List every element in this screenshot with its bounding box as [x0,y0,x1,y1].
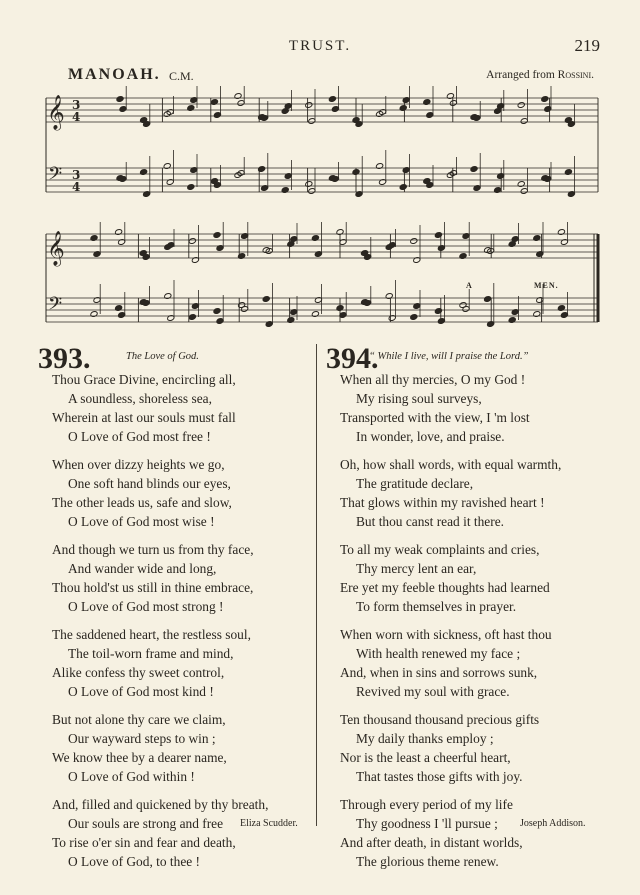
verse-line: One soft hand blinds our eyes, [68,476,231,491]
stanza [52,540,268,616]
verse-line: But not alone thy care we claim, [52,712,226,727]
treble-note [410,238,418,245]
verse-line: Ere yet my feeble thoughts had learned [340,580,550,595]
hymn-number: 394. [326,342,379,375]
verse-line: And, filled and quickened by thy breath, [52,797,269,812]
column-divider [316,344,317,826]
treble-clef-icon: 𝄞 [47,231,65,266]
stanza [340,625,561,701]
verse-line: Our souls are strong and free [68,816,224,831]
bass-note [399,184,407,191]
verse-line: Thy goodness I 'll pursue ; [356,816,498,831]
treble-note [305,102,313,109]
verse-line: That glows within my ravished heart ! [340,495,545,510]
tune-name: MANOAH. [68,66,161,83]
treble-note [188,238,196,245]
verse-line: When all thy mercies, O my God ! [340,372,526,387]
time-signature-bottom: 4 [72,180,81,194]
verse-line: When over dizzy heights we go, [52,457,225,472]
verse-line: We know thee by a dearer name, [52,750,227,765]
verse-line: O Love of God most strong ! [68,599,224,614]
verse-line: O Love of God most wise ! [68,514,215,529]
amen-syllable-men: MEN. [534,281,559,290]
verse-line: When worn with sickness, oft hast thou [340,627,552,642]
bass-clef-icon: 𝄢 [48,164,63,189]
hymn-author: Joseph Addison. [520,818,586,829]
verse-line: Thou Grace Divine, encircling all, [52,372,236,387]
treble-note [116,96,124,103]
bass-note [262,296,270,303]
music-system-1 [0,86,640,216]
treble-note [213,232,221,239]
verse-line: And after death, in distant worlds, [340,835,523,850]
verse-line: To rise o'er sin and fear and death, [52,835,236,850]
verse-line: Oh, how shall words, with equal warmth, [340,457,562,472]
verse-line: Transported with the view, I 'm lost [340,410,530,425]
verse-line: The toil-worn frame and mind, [68,646,234,661]
bass-note [410,314,418,321]
treble-note [541,96,549,103]
page-number: 219 [574,36,600,55]
tune-arranger [486,69,594,81]
time-signature-top: 3 [72,168,81,182]
arranger-prefix: Arranged from [486,69,555,81]
verse-line: Thy mercy lent an ear, [356,561,477,576]
bass-note [213,308,221,315]
verse-line: And though we turn us from thy face, [52,542,254,557]
treble-note [328,96,336,103]
arranger-name: Rossini. [557,69,594,81]
bass-note [484,296,492,303]
verse-line: And, when in sins and sorrows sunk, [340,665,538,680]
bass-note [187,184,195,191]
tune-meter: C.M. [169,69,194,83]
verse-line: But thou canst read it there. [356,514,504,529]
verse-line: In wonder, love, and praise. [356,429,505,444]
stanza [340,370,561,446]
verse-line: Alike confess thy sweet control, [52,665,225,680]
verse-line: The gratitude declare, [356,476,474,491]
stanza [52,625,268,701]
verse-line: The glorious theme renew. [356,854,499,869]
stanza [340,795,561,871]
verse-line: With health renewed my face ; [356,646,521,661]
verse-line: Our wayward steps to win ; [68,731,216,746]
verse-line: To form themselves in prayer. [356,599,517,614]
bass-note [188,314,196,321]
verse-line: To all my weak complaints and cries, [340,542,540,557]
verse-line: That tastes those gifts with joy. [356,769,523,784]
hymn-title: The Love of God. [126,351,199,362]
stanza [340,455,561,531]
time-signature-bottom: 4 [72,110,81,124]
verse-line: O Love of God most kind ! [68,684,214,699]
verse-line: Nor is the least a cheerful heart, [340,750,511,765]
amen-syllable-a: A [466,281,473,290]
hymn-stanzas [340,370,561,880]
page-section-title: TRUST. [288,38,352,54]
bass-note [470,166,478,173]
treble-note [517,102,525,109]
hymn-stanzas [52,370,268,880]
verse-line: Thou hold'st us still in thine embrace, [52,580,254,595]
treble-clef-icon: 𝄞 [47,95,65,130]
verse-line: Ten thousand thousand precious gifts [340,712,540,727]
stanza [340,710,561,786]
verse-line: My rising soul surveys, [356,391,482,406]
verse-line: A soundless, shoreless sea, [68,391,212,406]
stanza [52,370,268,446]
stanza [340,540,561,616]
verse-line: O Love of God within ! [68,769,195,784]
stanza [52,710,268,786]
verse-line: The other leads us, safe and slow, [52,495,232,510]
stanza [52,455,268,531]
bass-clef-icon: 𝄢 [48,294,63,319]
verse-line: O Love of God most free ! [68,429,211,444]
time-signature-top: 3 [72,98,81,112]
verse-line: Revived my soul with grace. [356,684,510,699]
verse-line: The saddened heart, the restless soul, [52,627,251,642]
verse-line: And wander wide and long, [68,561,217,576]
hymn-title: “ While I live, will I praise the Lord.” [369,351,529,362]
verse-line: My daily thanks employ ; [356,731,494,746]
hymn-number: 393. [38,342,91,375]
verse-line: O Love of God, to thee ! [68,854,201,869]
hymn-author: Eliza Scudder. [240,818,298,829]
stanza [52,795,268,871]
verse-line: Through every period of my life [340,797,513,812]
verse-line: Wherein at last our souls must fall [52,410,236,425]
